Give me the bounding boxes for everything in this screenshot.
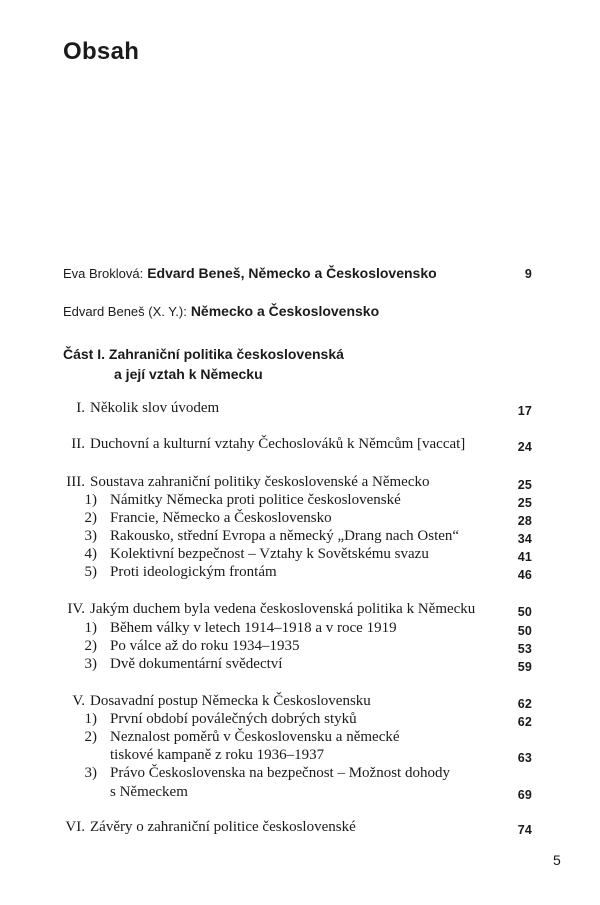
page-title: Obsah xyxy=(63,38,140,65)
part-heading-continued: a její vztah k Německu xyxy=(114,366,263,382)
section-number: 1) xyxy=(84,492,97,508)
page-number: 41 xyxy=(517,550,532,564)
section-number: 4) xyxy=(84,546,97,562)
chapter-number: I. xyxy=(76,400,85,416)
page-number: 63 xyxy=(517,751,532,765)
intro-author: Eva Broklová: xyxy=(63,266,144,281)
page-number: 62 xyxy=(517,697,532,711)
section-title: Neznalost poměrů v Československu a německé xyxy=(110,729,400,745)
chapter-title: Závěry o zahraniční politice československé xyxy=(90,819,356,835)
intro-title: Německo a Československo xyxy=(190,303,380,319)
section-title: Proti ideologickým frontám xyxy=(110,564,277,580)
section-title: Právo Československa na bezpečnost – Možnost dohody xyxy=(110,765,450,781)
chapter-title: Jakým duchem byla vedena československá politika k Německu xyxy=(90,601,476,617)
section-title: Rakousko, střední Evropa a německý „Drang nach Osten“ xyxy=(110,528,460,544)
section-title-continued: tiskové kampaně z roku 1936–1937 xyxy=(110,747,325,763)
intro-author: Edvard Beneš (X. Y.): xyxy=(63,304,187,319)
section-number: 3) xyxy=(84,528,97,544)
part-heading: Část I. Zahraniční politika československá xyxy=(63,346,344,362)
section-number: 5) xyxy=(84,564,97,580)
chapter-number: III. xyxy=(66,474,85,490)
section-number: 2) xyxy=(84,638,97,654)
chapter-title: Několik slov úvodem xyxy=(90,400,220,416)
section-title: Během války v letech 1914–1918 a v roce 1919 xyxy=(110,620,397,636)
chapter-number: VI. xyxy=(65,819,85,835)
page-number: 59 xyxy=(517,660,532,674)
section-title: Po válce až do roku 1934–1935 xyxy=(110,638,300,654)
section-title: Francie, Německo a Československo xyxy=(110,510,332,526)
page-number: 25 xyxy=(517,478,532,492)
page-number: 62 xyxy=(517,715,532,729)
section-number: 2) xyxy=(84,729,97,745)
page-number: 9 xyxy=(524,267,532,281)
page-number: 50 xyxy=(517,605,532,619)
section-title: Námitky Německa proti politice československé xyxy=(110,492,401,508)
chapter-number: V. xyxy=(72,693,85,709)
section-number: 1) xyxy=(84,620,97,636)
page-number: 53 xyxy=(517,642,532,656)
section-title: Kolektivní bezpečnost – Vztahy k Sovětskému svazu xyxy=(110,546,429,562)
section-number: 2) xyxy=(84,510,97,526)
chapter-title: Duchovní a kulturní vztahy Čechoslováků k Němcům [vaccat] xyxy=(90,436,466,452)
page-number: 17 xyxy=(517,404,532,418)
section-number: 3) xyxy=(84,656,97,672)
page-number: 69 xyxy=(517,788,532,802)
chapter-title: Dosavadní postup Německa k Československu xyxy=(90,693,371,709)
page-number: 50 xyxy=(517,624,532,638)
page-number: 24 xyxy=(517,440,532,454)
chapter-title: Soustava zahraniční politiky československé a Německo xyxy=(90,474,430,490)
intro-title: Edvard Beneš, Německo a Československo xyxy=(147,265,437,281)
section-number: 3) xyxy=(84,765,97,781)
page-number: 46 xyxy=(517,568,532,582)
folio-page-number: 5 xyxy=(553,852,561,868)
page-number: 74 xyxy=(517,823,532,837)
section-number: 1) xyxy=(84,711,97,727)
section-title-continued: s Německem xyxy=(110,784,188,800)
section-title: Dvě dokumentární svědectví xyxy=(110,656,283,672)
section-title: První období poválečných dobrých styků xyxy=(110,711,357,727)
page-number: 28 xyxy=(517,514,532,528)
page-number: 34 xyxy=(517,532,532,546)
page-number: 25 xyxy=(517,496,532,510)
chapter-number: II. xyxy=(71,436,85,452)
chapter-number: IV. xyxy=(67,601,85,617)
